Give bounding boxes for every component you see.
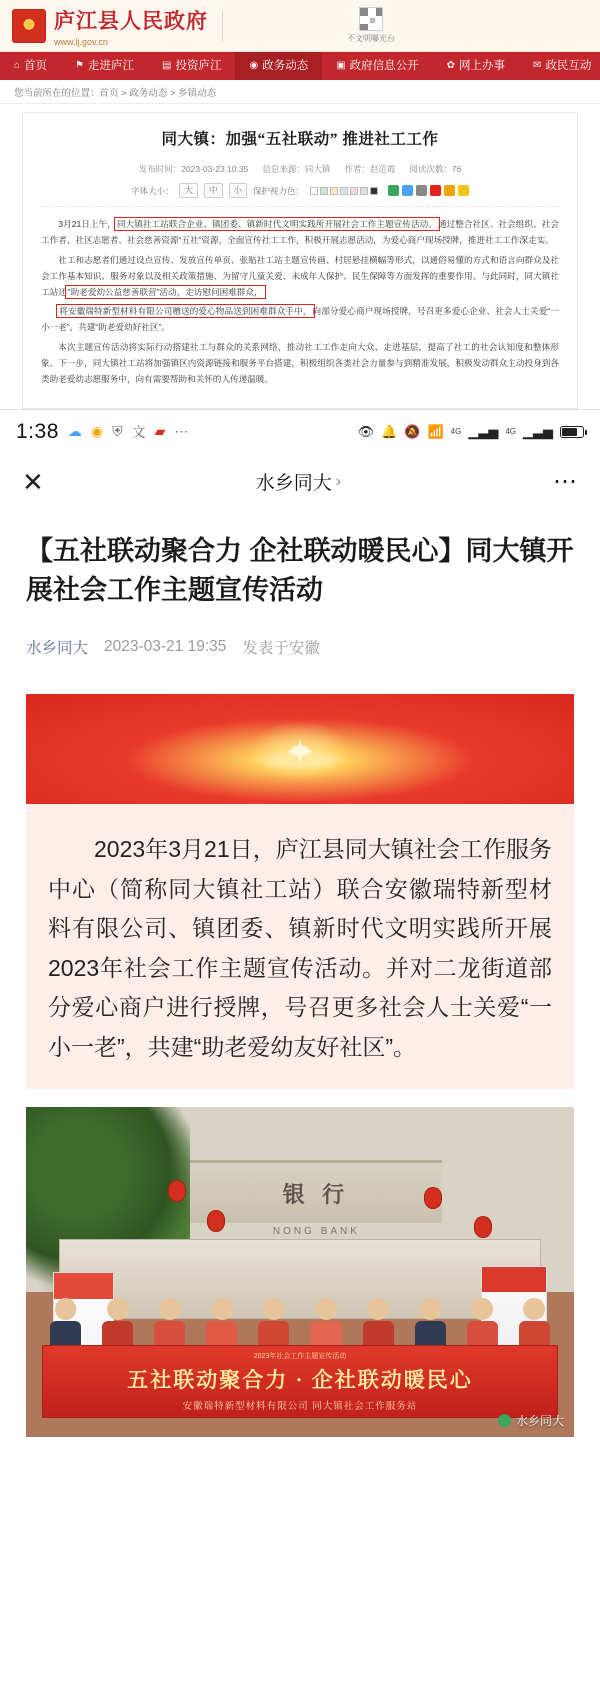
flag-icon: ⚑ bbox=[75, 60, 85, 71]
article-body-text: 2023年3月21日，庐江县同大镇社会工作服务中心（简称同大镇社工站）联合安徽瑞特新型材料有限公司、镇团委、镇新时代文明实践所开展2023年社会工作主题宣传活动。并对二龙街道部分爱心商户进行授牌，号召更多社会人士关爱“一小一老”，共建“助老爱幼友好社区”。 bbox=[48, 836, 552, 1060]
view-count: 阅读次数：76 bbox=[409, 164, 462, 174]
nav-item-services[interactable] bbox=[433, 52, 519, 80]
wifi-icon: 📶 bbox=[427, 423, 444, 439]
cloud-icon: ☁ bbox=[67, 423, 82, 440]
photo-bank-sign-sub: NONG BANK bbox=[272, 1226, 360, 1238]
shield-icon: ⛨ bbox=[112, 423, 123, 440]
network-label-2: 4G bbox=[505, 427, 516, 437]
megaphone-icon: ◉ bbox=[249, 60, 259, 71]
status-clock: 1:38 bbox=[16, 419, 59, 443]
author: 作者：赵范霞 bbox=[344, 164, 396, 174]
color-swatches[interactable] bbox=[310, 187, 378, 195]
nav-label: 网上办事 bbox=[459, 60, 506, 72]
account-name: 水乡同大 bbox=[255, 473, 332, 495]
banner-sub-text: 安徽瑞特新型材料有限公司 同大镇社会工作服务站 bbox=[182, 1400, 418, 1412]
nav-label: 政府信息公开 bbox=[349, 60, 419, 72]
photo-event-banner bbox=[42, 1345, 557, 1418]
paragraph-3-tail: 向部分爱心商户现场授牌，号召更多爱心企业、社会人士关爱“一小一老”，共建“助老爱幼好社区”。 bbox=[41, 306, 559, 333]
watermark-text: 水乡同大 bbox=[515, 1414, 564, 1429]
nav-item-disclosure[interactable] bbox=[322, 52, 432, 80]
home-icon: ⌂ bbox=[14, 60, 21, 71]
star-burst-icon bbox=[240, 716, 360, 786]
article-author-link[interactable]: 水乡同大 bbox=[26, 640, 89, 658]
site-title: 庐江县人民政府 bbox=[54, 8, 208, 33]
status-bar-left bbox=[16, 420, 188, 444]
more-icon: ⋯ bbox=[174, 423, 189, 440]
highlight-2: “助老爱幼公益慈善联营”活动，走访慰问困难群众， bbox=[67, 286, 263, 297]
account-name-button[interactable] bbox=[256, 468, 341, 495]
more-dots-icon[interactable]: ⋯ bbox=[552, 467, 578, 495]
breadcrumb[interactable]: 您当前所在的位置：首页 > 政务动态 > 乡镇动态 bbox=[0, 80, 600, 104]
site-url[interactable]: www.lj.gov.cn bbox=[54, 36, 108, 47]
eye-protect-label: 保护视力色： bbox=[253, 185, 305, 196]
highlight-1: 同大镇社工站联合企业、镇团委、镇新时代文明实践所开展社会工作主题宣传活动。 bbox=[116, 219, 437, 229]
text-icon: 文 bbox=[131, 423, 146, 440]
qr-label: 不文明曝光台 bbox=[347, 34, 395, 43]
link-share-icon[interactable] bbox=[416, 185, 427, 196]
gov-main-nav[interactable] bbox=[0, 52, 600, 80]
alarm-icon: 🔔 bbox=[381, 423, 398, 439]
swatch-white[interactable] bbox=[310, 187, 318, 195]
nav-item-invest[interactable] bbox=[148, 52, 235, 80]
gov-header bbox=[0, 0, 600, 52]
nav-item-interaction[interactable] bbox=[519, 52, 600, 80]
battery-icon bbox=[560, 426, 584, 438]
photo-lantern-3 bbox=[424, 1187, 442, 1209]
mobile-screenshot-section bbox=[0, 409, 600, 1438]
gov-article-card bbox=[22, 112, 578, 409]
network-label-1: 4G bbox=[450, 427, 462, 437]
national-emblem-icon bbox=[12, 9, 46, 43]
favorite-icon[interactable] bbox=[444, 185, 455, 196]
photo-lantern-4 bbox=[474, 1216, 492, 1238]
eye-icon: ◉ bbox=[90, 423, 104, 440]
swatch-dark[interactable] bbox=[370, 187, 378, 195]
banner-main-text: 五社联动聚合力 · 企社联动暖民心 bbox=[127, 1367, 473, 1392]
article-location: 发表于安徽 bbox=[242, 640, 320, 658]
paragraph-1-lead: 3月21日上午， bbox=[58, 219, 116, 229]
article-meta bbox=[41, 163, 559, 175]
chat-icon: ✉ bbox=[533, 60, 542, 71]
government-site-section bbox=[0, 0, 600, 409]
chevron-right-icon: › bbox=[335, 472, 342, 490]
mail-icon: ▰ bbox=[154, 423, 166, 440]
font-size-medium-button[interactable]: 中 bbox=[204, 183, 223, 198]
signal-icon-1: ▁▃▅ bbox=[468, 423, 499, 439]
weibo-share-icon[interactable] bbox=[402, 185, 413, 196]
wechat-top-bar bbox=[0, 454, 600, 510]
paragraph-4: 本次主题宣传活动将实际行动搭建社工与群众的关系网络，推动社工工作走向大众、走进基层，提高了社工的社会认知度和整体形象。下一步，同大镇社工站将加强镇区内资源链接和服务平台搭建，积极组织各类社会力量参与到精准发展，积极发动群众主动投身到各类助老爱幼志愿服务中，向有需要帮助和关怀的人传递温暖。 bbox=[41, 342, 559, 385]
wechat-logo-icon bbox=[498, 1414, 511, 1427]
nav-label: 政民互动 bbox=[545, 60, 592, 72]
swatch-beige[interactable] bbox=[330, 187, 338, 195]
article-photo bbox=[26, 1107, 574, 1437]
mute-icon: 🔕 bbox=[404, 423, 421, 439]
gov-article-body bbox=[41, 217, 559, 388]
font-size-large-button[interactable]: 大 bbox=[179, 183, 198, 198]
gear-icon: ✿ bbox=[446, 60, 456, 71]
font-size-small-button[interactable]: 小 bbox=[229, 183, 248, 198]
article-byline bbox=[26, 636, 574, 658]
eye-icon: 👁 bbox=[357, 423, 375, 439]
star-icon[interactable] bbox=[458, 185, 469, 196]
paragraph-3 bbox=[41, 304, 559, 336]
swatch-gray[interactable] bbox=[360, 187, 368, 195]
swatch-green[interactable] bbox=[320, 187, 328, 195]
font-size-label: 字体大小： bbox=[130, 185, 174, 196]
nav-label: 走进庐江 bbox=[88, 60, 135, 72]
wechat-article-header bbox=[0, 510, 600, 658]
article-date: 2023-03-21 19:35 bbox=[104, 638, 227, 656]
gov-title-block bbox=[54, 5, 208, 47]
article-banner-image bbox=[26, 694, 574, 804]
nav-item-affairs[interactable] bbox=[235, 52, 322, 80]
nav-item-about[interactable] bbox=[61, 52, 148, 80]
wechat-share-icon[interactable] bbox=[388, 185, 399, 196]
swatch-blue[interactable] bbox=[340, 187, 348, 195]
paragraph-1-tail: 通过整合社区、社会组织、社会工作者、社区志愿者、社会慈善资源“五社”资源，全面宣传社工工作，积极开展志愿活动，为爱心商户现场授牌，推进社工工作深走实。 bbox=[41, 219, 559, 245]
highlight-3: 将安徽瑞特新型材料有限公司赠送的爱心物品送到困难群众手中， bbox=[59, 306, 312, 317]
photo-watermark bbox=[498, 1412, 564, 1429]
swatch-pink[interactable] bbox=[350, 187, 358, 195]
page-title: 同大镇：加强“五社联动” 推进社工工作 bbox=[161, 131, 439, 148]
paragraph-2-lead: 社工和志愿者们通过设点宣传、发放宣传单页、张贴社工站主题宣传画、村居悬挂横幅等形式，以通俗易懂的方式和语言向群众及社会工作基本知识、服务对象以及相关政策措施、为留守儿童关爱、未成年人保护、民生保障等方面发挥的重要作用。与此同时，同大镇社工站还 bbox=[41, 254, 559, 297]
banner-top-text: 2023年社会工作主题宣传活动 bbox=[253, 1352, 347, 1360]
print-icon[interactable] bbox=[430, 185, 441, 196]
signal-icon-2: ▁▃▅ bbox=[523, 423, 553, 439]
exposure-qr-block[interactable] bbox=[347, 7, 395, 44]
status-bar bbox=[0, 410, 600, 454]
photo-lantern-2 bbox=[207, 1210, 225, 1232]
share-buttons[interactable] bbox=[388, 185, 469, 196]
close-icon[interactable]: ✕ bbox=[22, 466, 44, 497]
paragraph-1 bbox=[41, 217, 559, 249]
nav-label: 首页 bbox=[24, 60, 48, 72]
nav-item-home[interactable] bbox=[0, 52, 61, 80]
paragraph-2 bbox=[41, 253, 559, 301]
status-bar-right bbox=[358, 424, 584, 440]
publish-time: 发布时间：2023-03-23 10:35 bbox=[138, 164, 249, 174]
article-body-box bbox=[26, 804, 574, 1089]
header-divider bbox=[222, 11, 223, 41]
nav-label: 政务动态 bbox=[262, 60, 309, 72]
chart-icon: ▤ bbox=[162, 60, 172, 71]
nav-label: 投资庐江 bbox=[175, 60, 222, 72]
article-title: 【五社联动聚合力 企社联动暖民心】同大镇开展社会工作主题宣传活动 bbox=[26, 535, 574, 606]
article-toolbar[interactable] bbox=[41, 183, 559, 207]
qr-code-icon[interactable] bbox=[359, 7, 383, 31]
source: 信息来源：同大镇 bbox=[262, 164, 331, 174]
photo-bank-sign: 银 行 bbox=[190, 1160, 442, 1223]
doc-icon: ▣ bbox=[336, 60, 346, 71]
